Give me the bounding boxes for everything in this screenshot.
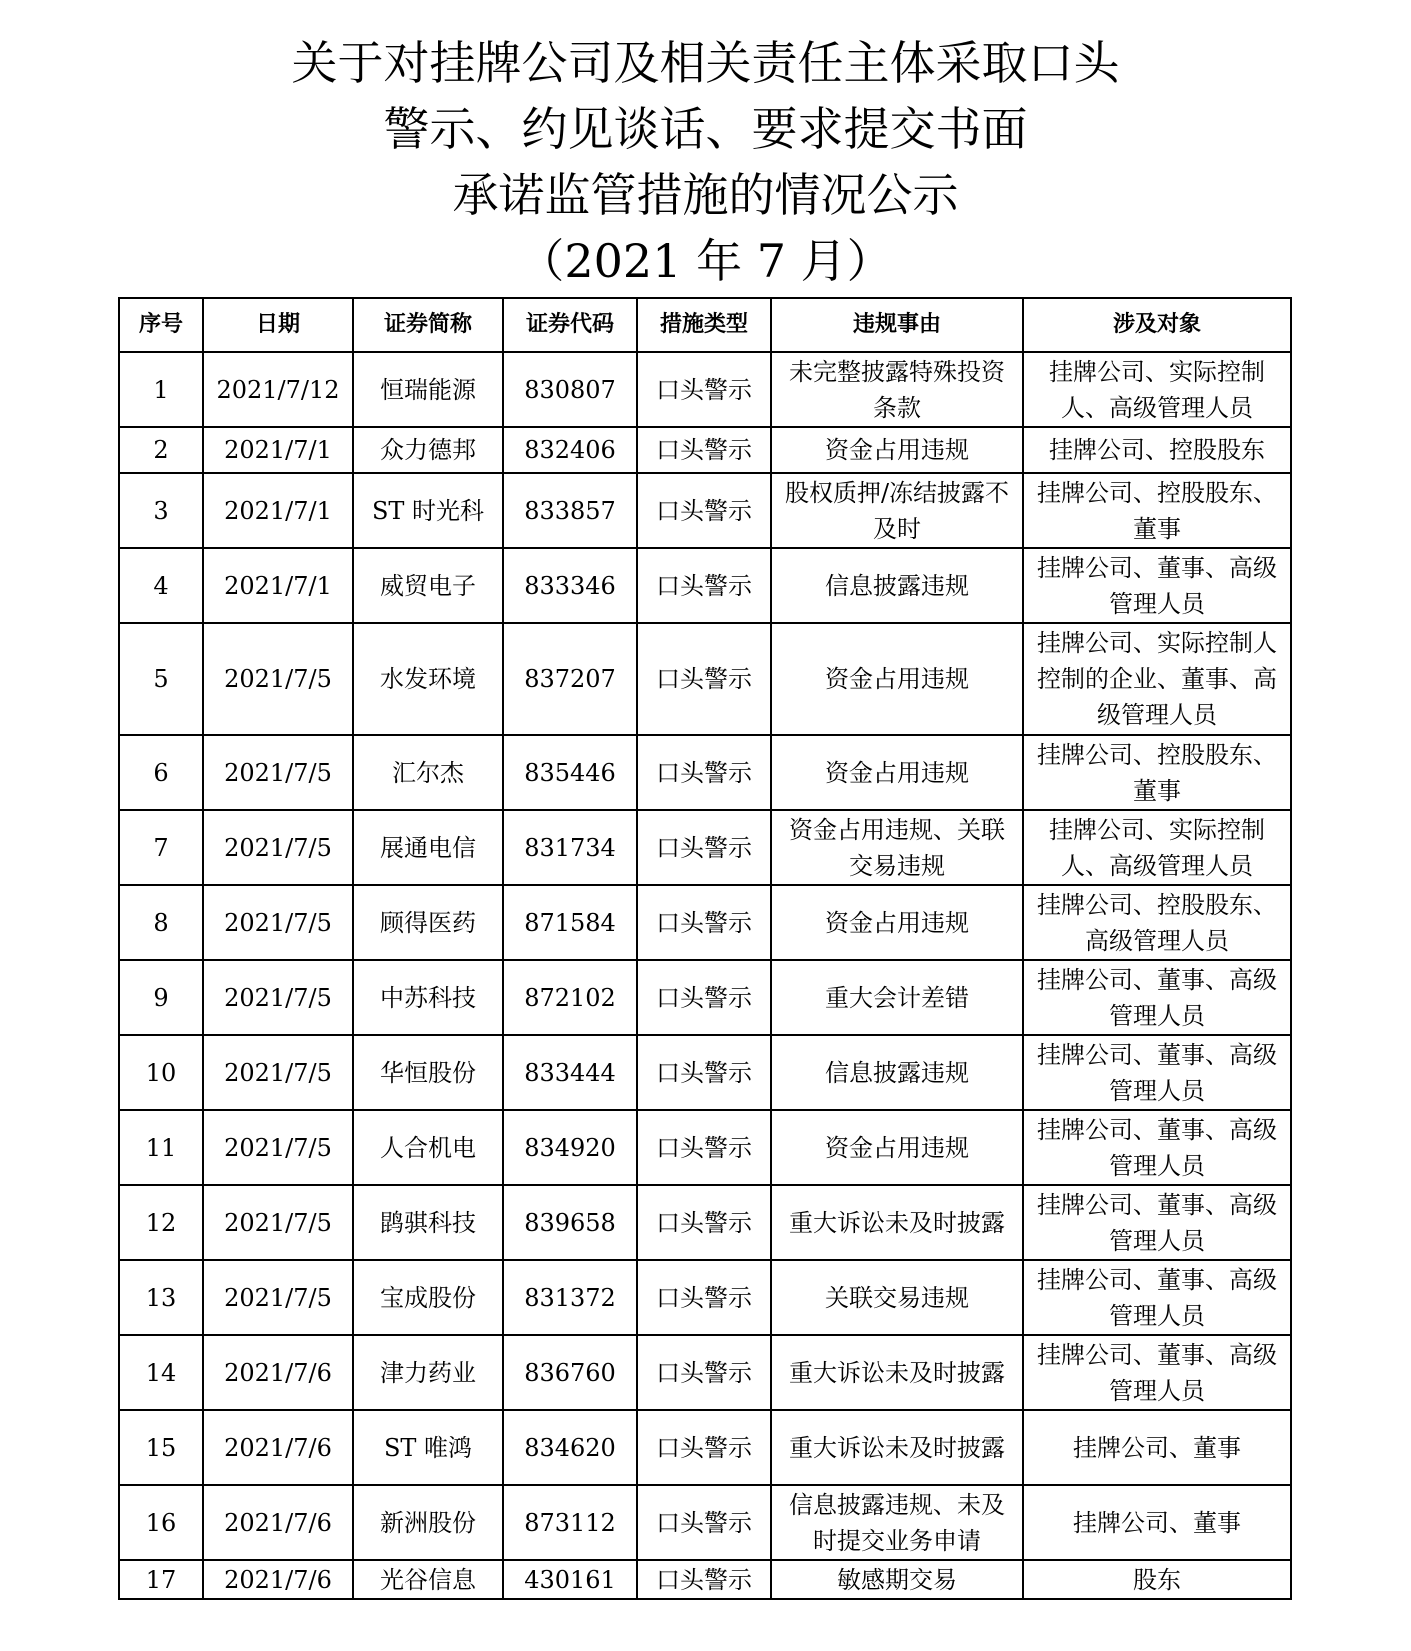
cell-measure-type: 口头警示	[637, 1110, 771, 1185]
table-row	[119, 548, 1291, 623]
cell-date: 2021/7/6	[203, 1560, 353, 1599]
table-row	[119, 1560, 1291, 1599]
cell-violation: 未完整披露特殊投资条款	[771, 352, 1023, 427]
table-row	[119, 1410, 1291, 1485]
cell-security-code: 836760	[503, 1335, 637, 1410]
table-row	[119, 427, 1291, 473]
cell-security-name: 光谷信息	[353, 1560, 503, 1599]
cell-security-name: 中苏科技	[353, 960, 503, 1035]
col-header-security-code: 证券代码	[503, 298, 637, 352]
table-row	[119, 1260, 1291, 1335]
cell-measure-type: 口头警示	[637, 1260, 771, 1335]
cell-security-code: 837207	[503, 623, 637, 735]
cell-violation: 重大诉讼未及时披露	[771, 1335, 1023, 1410]
cell-violation: 资金占用违规	[771, 427, 1023, 473]
cell-measure-type: 口头警示	[637, 735, 771, 810]
cell-measure-type: 口头警示	[637, 352, 771, 427]
cell-security-code: 830807	[503, 352, 637, 427]
cell-parties: 挂牌公司、实际控制人、高级管理人员	[1023, 810, 1291, 885]
title-line-2: 警示、约见谈话、要求提交书面	[383, 102, 1028, 156]
measures-table	[118, 297, 1292, 1600]
cell-security-code: 831372	[503, 1260, 637, 1335]
cell-parties: 挂牌公司、实际控制人控制的企业、董事、高级管理人员	[1023, 623, 1291, 735]
cell-security-code: 833857	[503, 473, 637, 548]
cell-index: 17	[119, 1560, 203, 1599]
cell-measure-type: 口头警示	[637, 1560, 771, 1599]
cell-security-name: 汇尔杰	[353, 735, 503, 810]
cell-security-code: 839658	[503, 1185, 637, 1260]
cell-security-code: 831734	[503, 810, 637, 885]
cell-index: 7	[119, 810, 203, 885]
cell-measure-type: 口头警示	[637, 427, 771, 473]
cell-index: 3	[119, 473, 203, 548]
cell-index: 6	[119, 735, 203, 810]
cell-violation: 信息披露违规	[771, 1035, 1023, 1110]
table-row	[119, 1185, 1291, 1260]
cell-parties: 挂牌公司、控股股东、董事	[1023, 735, 1291, 810]
cell-security-code: 833346	[503, 548, 637, 623]
cell-violation: 资金占用违规	[771, 735, 1023, 810]
title-line-3: 承诺监管措施的情况公示	[452, 168, 959, 222]
col-header-violation: 违规事由	[771, 298, 1023, 352]
col-header-measure-type: 措施类型	[637, 298, 771, 352]
cell-violation: 信息披露违规	[771, 548, 1023, 623]
cell-violation: 信息披露违规、未及时提交业务申请	[771, 1485, 1023, 1560]
cell-index: 5	[119, 623, 203, 735]
cell-date: 2021/7/5	[203, 1035, 353, 1110]
cell-parties: 挂牌公司、董事、高级管理人员	[1023, 548, 1291, 623]
cell-parties: 挂牌公司、董事、高级管理人员	[1023, 1035, 1291, 1110]
cell-security-code: 835446	[503, 735, 637, 810]
cell-parties: 挂牌公司、控股股东	[1023, 427, 1291, 473]
cell-measure-type: 口头警示	[637, 548, 771, 623]
cell-index: 12	[119, 1185, 203, 1260]
cell-security-name: 人合机电	[353, 1110, 503, 1185]
cell-security-name: 威贸电子	[353, 548, 503, 623]
cell-index: 16	[119, 1485, 203, 1560]
cell-index: 13	[119, 1260, 203, 1335]
cell-index: 9	[119, 960, 203, 1035]
cell-index: 2	[119, 427, 203, 473]
cell-security-code: 834920	[503, 1110, 637, 1185]
cell-security-code: 872102	[503, 960, 637, 1035]
cell-violation: 资金占用违规	[771, 885, 1023, 960]
cell-parties: 挂牌公司、董事、高级管理人员	[1023, 960, 1291, 1035]
cell-date: 2021/7/5	[203, 885, 353, 960]
cell-security-code: 834620	[503, 1410, 637, 1485]
table-row	[119, 1335, 1291, 1410]
table-row	[119, 1110, 1291, 1185]
table-header-row	[119, 298, 1291, 352]
table-row	[119, 735, 1291, 810]
cell-measure-type: 口头警示	[637, 1185, 771, 1260]
cell-parties: 挂牌公司、董事、高级管理人员	[1023, 1260, 1291, 1335]
cell-security-code: 832406	[503, 427, 637, 473]
cell-security-name: 恒瑞能源	[353, 352, 503, 427]
cell-security-name: 众力德邦	[353, 427, 503, 473]
table-row	[119, 352, 1291, 427]
cell-violation: 资金占用违规、关联交易违规	[771, 810, 1023, 885]
cell-measure-type: 口头警示	[637, 810, 771, 885]
cell-date: 2021/7/6	[203, 1335, 353, 1410]
table-row	[119, 1485, 1291, 1560]
cell-date: 2021/7/5	[203, 1110, 353, 1185]
col-header-parties: 涉及对象	[1023, 298, 1291, 352]
cell-security-name: 顾得医药	[353, 885, 503, 960]
cell-security-name: 水发环境	[353, 623, 503, 735]
cell-security-name: 展通电信	[353, 810, 503, 885]
cell-violation: 资金占用违规	[771, 623, 1023, 735]
cell-index: 14	[119, 1335, 203, 1410]
cell-parties: 挂牌公司、董事、高级管理人员	[1023, 1335, 1291, 1410]
cell-measure-type: 口头警示	[637, 473, 771, 548]
cell-index: 8	[119, 885, 203, 960]
cell-date: 2021/7/5	[203, 1260, 353, 1335]
cell-violation: 资金占用违规	[771, 1110, 1023, 1185]
cell-measure-type: 口头警示	[637, 885, 771, 960]
table-row	[119, 810, 1291, 885]
page-title	[0, 30, 1411, 294]
cell-violation: 关联交易违规	[771, 1260, 1023, 1335]
cell-parties: 股东	[1023, 1560, 1291, 1599]
cell-security-name: 津力药业	[353, 1335, 503, 1410]
cell-index: 1	[119, 352, 203, 427]
cell-measure-type: 口头警示	[637, 960, 771, 1035]
cell-measure-type: 口头警示	[637, 1335, 771, 1410]
cell-date: 2021/7/6	[203, 1410, 353, 1485]
title-line-1: 关于对挂牌公司及相关责任主体采取口头	[291, 36, 1120, 90]
col-header-index: 序号	[119, 298, 203, 352]
col-header-date: 日期	[203, 298, 353, 352]
cell-date: 2021/7/1	[203, 548, 353, 623]
cell-date: 2021/7/1	[203, 473, 353, 548]
cell-date: 2021/7/5	[203, 1185, 353, 1260]
cell-violation: 股权质押/冻结披露不及时	[771, 473, 1023, 548]
cell-date: 2021/7/5	[203, 960, 353, 1035]
cell-violation: 重大诉讼未及时披露	[771, 1410, 1023, 1485]
col-header-security-name: 证券简称	[353, 298, 503, 352]
cell-security-code: 873112	[503, 1485, 637, 1560]
cell-security-name: 新洲股份	[353, 1485, 503, 1560]
cell-index: 11	[119, 1110, 203, 1185]
cell-parties: 挂牌公司、控股股东、高级管理人员	[1023, 885, 1291, 960]
cell-violation: 重大诉讼未及时披露	[771, 1185, 1023, 1260]
cell-date: 2021/7/6	[203, 1485, 353, 1560]
cell-security-code: 833444	[503, 1035, 637, 1110]
cell-measure-type: 口头警示	[637, 1035, 771, 1110]
cell-measure-type: 口头警示	[637, 623, 771, 735]
cell-parties: 挂牌公司、董事、高级管理人员	[1023, 1110, 1291, 1185]
cell-parties: 挂牌公司、董事、高级管理人员	[1023, 1185, 1291, 1260]
table-row	[119, 885, 1291, 960]
title-period: （2021 年 7 月）	[518, 234, 893, 288]
cell-violation: 重大会计差错	[771, 960, 1023, 1035]
cell-security-code: 430161	[503, 1560, 637, 1599]
cell-date: 2021/7/5	[203, 735, 353, 810]
cell-index: 10	[119, 1035, 203, 1110]
cell-parties: 挂牌公司、实际控制人、高级管理人员	[1023, 352, 1291, 427]
cell-parties: 挂牌公司、控股股东、董事	[1023, 473, 1291, 548]
cell-security-name: 华恒股份	[353, 1035, 503, 1110]
cell-date: 2021/7/5	[203, 623, 353, 735]
table-row	[119, 473, 1291, 548]
table-row	[119, 960, 1291, 1035]
cell-measure-type: 口头警示	[637, 1410, 771, 1485]
cell-measure-type: 口头警示	[637, 1485, 771, 1560]
cell-security-code: 871584	[503, 885, 637, 960]
cell-parties: 挂牌公司、董事	[1023, 1410, 1291, 1485]
cell-index: 4	[119, 548, 203, 623]
table-row	[119, 623, 1291, 735]
cell-index: 15	[119, 1410, 203, 1485]
cell-security-name: 宝成股份	[353, 1260, 503, 1335]
cell-date: 2021/7/12	[203, 352, 353, 427]
cell-security-name: 鹍骐科技	[353, 1185, 503, 1260]
cell-parties: 挂牌公司、董事	[1023, 1485, 1291, 1560]
table-row	[119, 1035, 1291, 1110]
cell-security-name: ST 时光科	[353, 473, 503, 548]
cell-violation: 敏感期交易	[771, 1560, 1023, 1599]
cell-security-name: ST 唯鸿	[353, 1410, 503, 1485]
cell-date: 2021/7/1	[203, 427, 353, 473]
cell-date: 2021/7/5	[203, 810, 353, 885]
